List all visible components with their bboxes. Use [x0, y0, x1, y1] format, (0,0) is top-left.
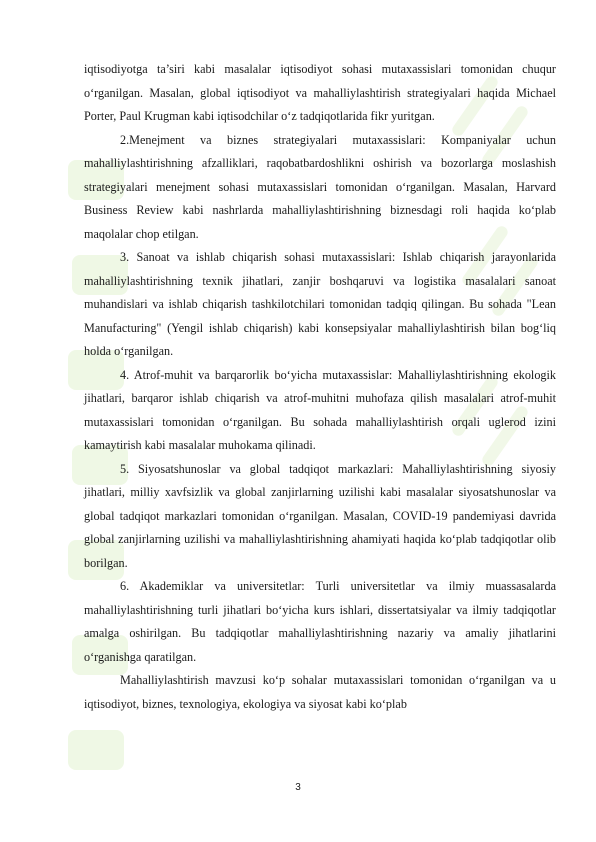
paragraph-1: iqtisodiyotga ta’siri kabi masalalar iqtisodiyot sohasi mutaxassislari tomonidan chuqur o‘rganilgan. Masalan, global iqtisodiyot va mahalliylashtirish strategiyalari haqida Michael Porter, Paul Krugman kabi iqtisodchilar o‘z tadqiqotlarida fikr yuritgan. [84, 62, 556, 123]
paragraph-5: 5. Siyosatshunoslar va global tadqiqot markazlari: Mahalliylashtirishning siyosiy jihatlari, milliy xavfsizlik va global zanjirlarning uzilishi kabi masalalar siyosatshunoslar va global tadqiqot markazlari tomonidan o‘rganilgan. Masalan, COVID-19 pandemiyasi davrida global zanjirlarning uzilishi va mahalliylashtirishning ahamiyati haqida ko‘plab tadqiqotlar olib borilgan. [84, 461, 556, 570]
page-number: 3 [295, 782, 301, 793]
watermark-shape [68, 730, 124, 770]
paragraph-2: 2.Menejment va biznes strategiyalari mutaxassislari: Kompaniyalar uchun mahalliylashtirishning afzalliklari, raqobatbardoshlikni oshirish va bozorlarga moslashish strategiyalari menejment sohasi mutaxassislari tomonidan o‘rganilgan. Masalan, Harvard Business Review kabi nashrlarda mahalliylashtirishning biznesdagi roli haqida ko‘plab maqolalar chop etilgan. [84, 132, 556, 241]
paragraph-3: 3. Sanoat va ishlab chiqarish sohasi mutaxassislari: Ishlab chiqarish jarayonlarida mahalliylashtirishning texnik jihatlari, zanjir boshqaruvi va logistika masalalari sanoat muhandislari va ishlab chiqarish tashkilotchilari tomonidan tadqiq qilingan. Bu sohada "Lean Manufacturing" (Yengil ishlab chiqarish) kabi konsepsiyalar mahalliylashtirish bilan bog‘liq holda o‘rganilgan. [84, 250, 556, 358]
paragraph-7: Mahalliylashtirish mavzusi ko‘p sohalar mutaxassislari tomonidan o‘rganilgan va u iqtisodiyot, biznes, texnologiya, ekologiya va siyosat kabi ko‘plab [84, 673, 556, 711]
paragraph-4: 4. Atrof-muhit va barqarorlik bo‘yicha mutaxassislar: Mahalliylashtirishning ekologik jihatlari, barqaror ishlab chiqarish va atrof-muhitni muhofaza qilish masalalari atrof-muhit mutaxassislari tomonidan o‘rganilgan. Bu sohada mahalliylashtirish orqali uglerod izini kamaytirish kabi masalalar muhokama qilinadi. [84, 367, 556, 452]
paragraph-6: 6. Akademiklar va universitetlar: Turli universitetlar va ilmiy muassasalarda mahalliylashtirishning turli jihatlari bo‘yicha kurs ishlari, dissertatsiyalar va ilmiy tadqiqotlar amalga oshirilgan. Bu tadqiqotlar mahalliylashtirishning nazariy va amaliy jihatlarini o‘rganishga qaratilgan. [84, 579, 556, 664]
body-text [84, 58, 556, 716]
